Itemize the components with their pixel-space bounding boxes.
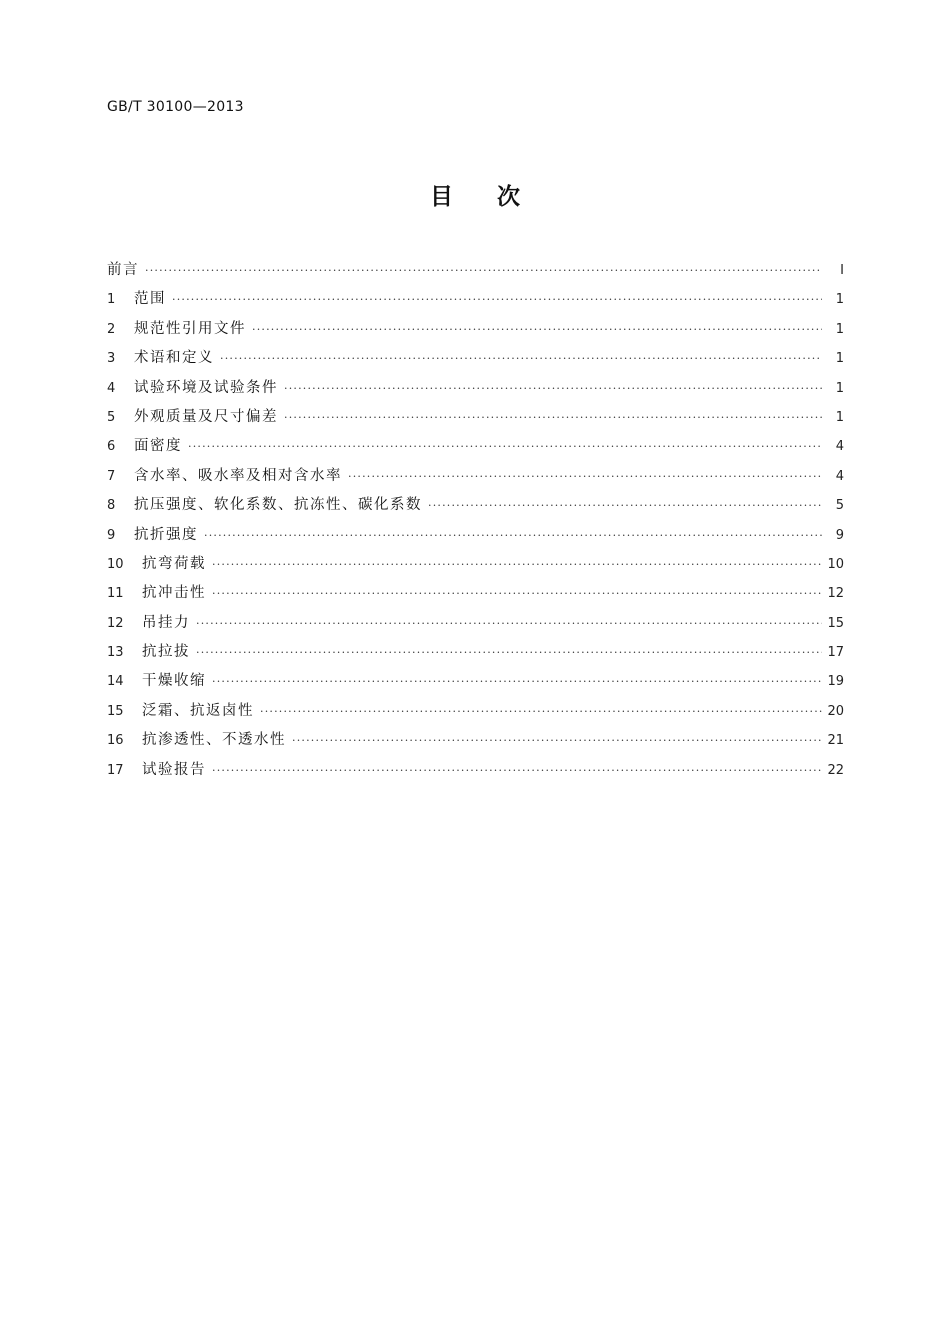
toc-entry[interactable] [107, 435, 844, 464]
toc-entry-number: 6 [107, 439, 116, 455]
toc-leader-dots [260, 701, 822, 723]
toc-entry-label: 吊挂力 [142, 614, 190, 631]
toc-entry[interactable] [107, 729, 844, 758]
toc-entry-number: 14 [107, 674, 124, 690]
toc-entry[interactable] [107, 288, 844, 317]
toc-entry[interactable] [107, 347, 844, 376]
toc-entry-number: 7 [107, 468, 116, 484]
toc-entry-page: 19 [827, 674, 844, 690]
toc-entry-page: Ⅰ [840, 263, 844, 278]
toc-entry-page: 4 [835, 468, 844, 484]
toc-entry-number: 1 [107, 292, 116, 308]
toc-entry-label: 抗压强度、软化系数、抗冻性、碳化系数 [134, 497, 422, 514]
toc-leader-dots [172, 289, 822, 311]
toc-entry-page: 5 [835, 498, 844, 514]
toc-leader-dots [212, 760, 822, 782]
toc-entry-label: 试验环境及试验条件 [134, 379, 278, 396]
toc-leader-dots [145, 260, 822, 282]
toc-entry[interactable] [107, 759, 844, 788]
toc-entry[interactable] [107, 553, 844, 582]
toc-leader-dots [204, 525, 822, 547]
toc-entry-page: 22 [827, 762, 844, 778]
toc-entry-page: 1 [835, 380, 844, 396]
toc-entry-number: 11 [107, 586, 124, 602]
toc-entry[interactable] [107, 524, 844, 553]
toc-entry-label: 面密度 [134, 438, 182, 455]
toc-entry[interactable] [107, 406, 844, 435]
toc-leader-dots [292, 730, 822, 752]
toc-entry-page: 17 [827, 645, 844, 661]
toc-title [0, 178, 950, 211]
toc-entry-page: 1 [835, 409, 844, 425]
toc-entry-label: 外观质量及尺寸偏差 [134, 408, 278, 425]
toc-leader-dots [196, 642, 822, 664]
toc-entry-number: 3 [107, 351, 116, 367]
toc-entry[interactable] [107, 465, 844, 494]
toc-entry[interactable] [107, 494, 844, 523]
toc-entry-number: 2 [107, 321, 116, 337]
toc-entry-label: 抗弯荷载 [142, 555, 206, 572]
toc-entry[interactable] [107, 670, 844, 699]
toc-entry[interactable] [107, 259, 844, 288]
toc-entry-page: 1 [835, 321, 844, 337]
toc-entry-number: 9 [107, 527, 116, 543]
toc-entry-label: 规范性引用文件 [134, 320, 246, 337]
toc-leader-dots [212, 583, 822, 605]
toc-entry-page: 20 [827, 703, 844, 719]
toc-entry-number: 13 [107, 645, 124, 661]
toc-entry-number: 10 [107, 556, 124, 572]
toc-entry-number: 17 [107, 762, 124, 778]
toc-leader-dots [220, 348, 822, 370]
toc-entry-label: 范围 [134, 291, 166, 308]
toc-leader-dots [212, 554, 822, 576]
toc-entry-number: 15 [107, 703, 124, 719]
toc-entry-number: 12 [107, 615, 124, 631]
toc-leader-dots [348, 466, 822, 488]
toc-title-left: 目 [430, 184, 453, 210]
toc-title-right: 次 [497, 184, 520, 210]
toc-entry[interactable] [107, 318, 844, 347]
toc-entry[interactable] [107, 641, 844, 670]
toc-entry-label: 抗渗透性、不透水性 [142, 732, 286, 749]
toc-list [107, 259, 844, 788]
toc-entry-page: 21 [827, 733, 844, 749]
toc-leader-dots [188, 436, 822, 458]
toc-entry-label: 前言 [107, 262, 139, 278]
toc-entry-page: 9 [835, 527, 844, 543]
toc-leader-dots [212, 671, 822, 693]
toc-entry-page: 15 [827, 615, 844, 631]
toc-leader-dots [252, 319, 822, 341]
toc-entry-label: 抗折强度 [134, 526, 198, 543]
toc-entry-page: 1 [835, 351, 844, 367]
toc-entry-page: 1 [835, 292, 844, 308]
toc-entry-label: 术语和定义 [134, 350, 214, 367]
toc-entry[interactable] [107, 612, 844, 641]
toc-leader-dots [284, 378, 822, 400]
toc-entry-number: 16 [107, 733, 124, 749]
toc-entry-page: 10 [827, 556, 844, 572]
toc-entry-label: 抗拉拔 [142, 644, 190, 661]
toc-leader-dots [196, 613, 822, 635]
toc-entry[interactable] [107, 377, 844, 406]
toc-entry-label: 试验报告 [142, 761, 206, 778]
toc-entry-number: 5 [107, 409, 116, 425]
toc-entry-label: 干燥收缩 [142, 673, 206, 690]
toc-entry-number: 8 [107, 498, 116, 514]
toc-leader-dots [428, 495, 822, 517]
toc-entry-label: 泛霜、抗返卤性 [142, 702, 254, 719]
toc-entry-label: 抗冲击性 [142, 585, 206, 602]
toc-entry-number: 4 [107, 380, 116, 396]
toc-entry-page: 4 [835, 439, 844, 455]
toc-entry-page: 12 [827, 586, 844, 602]
toc-entry-label: 含水率、吸水率及相对含水率 [134, 467, 342, 484]
toc-leader-dots [284, 407, 822, 429]
toc-entry[interactable] [107, 700, 844, 729]
standard-code: GB/T 30100—2013 [107, 99, 244, 115]
toc-entry[interactable] [107, 582, 844, 611]
